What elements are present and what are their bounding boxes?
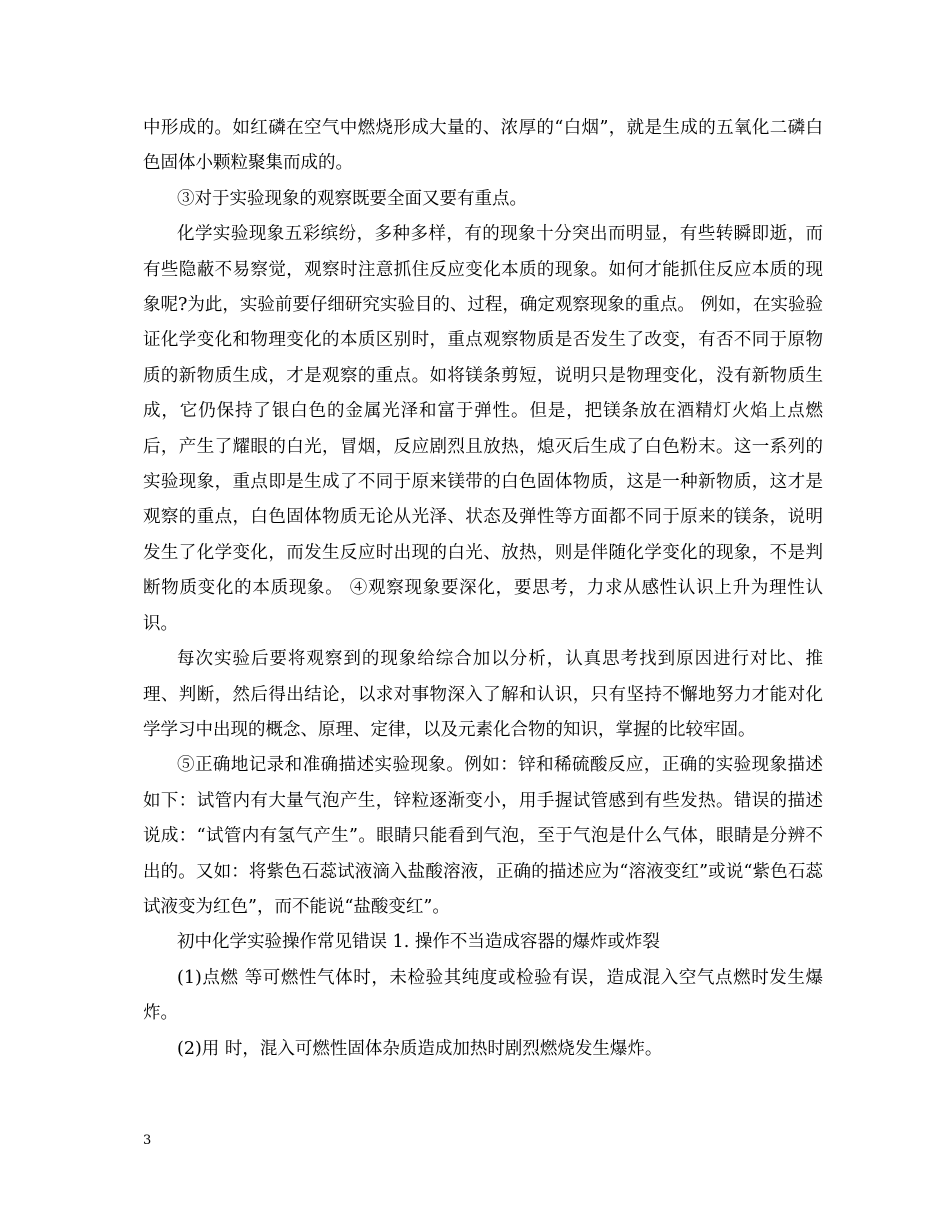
page-number: 3 [143,1133,152,1148]
paragraph-3: 化学实验现象五彩缤纷，多种多样，有的现象十分突出而明显，有些转瞬即逝，而有些隐蔽不易察觉，观察时注意抓住反应变化本质的现象。如何才能抓住反应本质的现象呢?为此，实验前要仔细研究实验目的、过程，确定观察现象的重点。 例如，在实验验证化学变化和物理变化的本质区别时，重点观察物质是否发生了改变，有否不同于原物质的新物质生成，才是观察的重点。如将镁条剪短，说明只是物理变化，没有新物质生成，它仍保持了银白色的金属光泽和富于弹性。但是，把镁条放在酒精灯火焰上点燃后，产生了耀眼的白光，冒烟，反应剧烈且放热，熄灭后生成了白色粉末。这一系列的实验现象，重点即是生成了不同于原来镁带的白色固体物质，这是一种新物质，这才是观察的重点，白色固体物质无论从光泽、状态及弹性等方面都不同于原来的镁条，说明发生了化学变化，而发生反应时出现的白光、放热，则是伴随化学变化的现象，不是判断物质变化的本质现象。 ④观察现象要深化，要思考，力求从感性认识上升为理性认识。 [143,224,823,634]
paragraph-8: (2)用 时，混入可燃性固体杂质造成加热时剧烈燃烧发生爆炸。 [177,1038,663,1059]
body-text [143,111,823,1067]
paragraph-6: 初中化学实验操作常见错误 1. 操作不当造成容器的爆炸或炸裂 [177,932,660,953]
paragraph-7: (1)点燃 等可燃性气体时，未检验其纯度或检验有误，造成混入空气点燃时发生爆炸。 [143,967,823,1024]
paragraph-2: ③对于实验现象的观察既要全面又要有重点。 [177,188,527,209]
paragraph-4: 每次实验后要将观察到的现象给综合加以分析，认真思考找到原因进行对比、推理、判断，然后得出结论，以求对事物深入了解和认识，只有坚持不懈地努力才能对化学学习中出现的概念、原理、定律，以及元素化合物的知识，掌握的比较牢固。 [143,649,823,740]
paragraph-1: 中形成的。如红磷在空气中燃烧形成大量的、浓厚的“白烟”，就是生成的五氧化二磷白色固体小颗粒聚集而成的。 [143,118,823,174]
paragraph-5: ⑤正确地记录和准确描述实验现象。例如：锌和稀硫酸反应，正确的实验现象描述如下：试管内有大量气泡产生，锌粒逐渐变小，用手握试管感到有些发热。错误的描述说成：“试管内有氢气产生”。眼睛只能看到气泡，至于气泡是什么气体，眼睛是分辨不出的。又如：将紫色石蕊试液滴入盐酸溶液，正确的描述应为“溶液变红”或说“紫色石蕊试液变为红色”，而不能说“盐酸变红”。 [143,755,823,917]
